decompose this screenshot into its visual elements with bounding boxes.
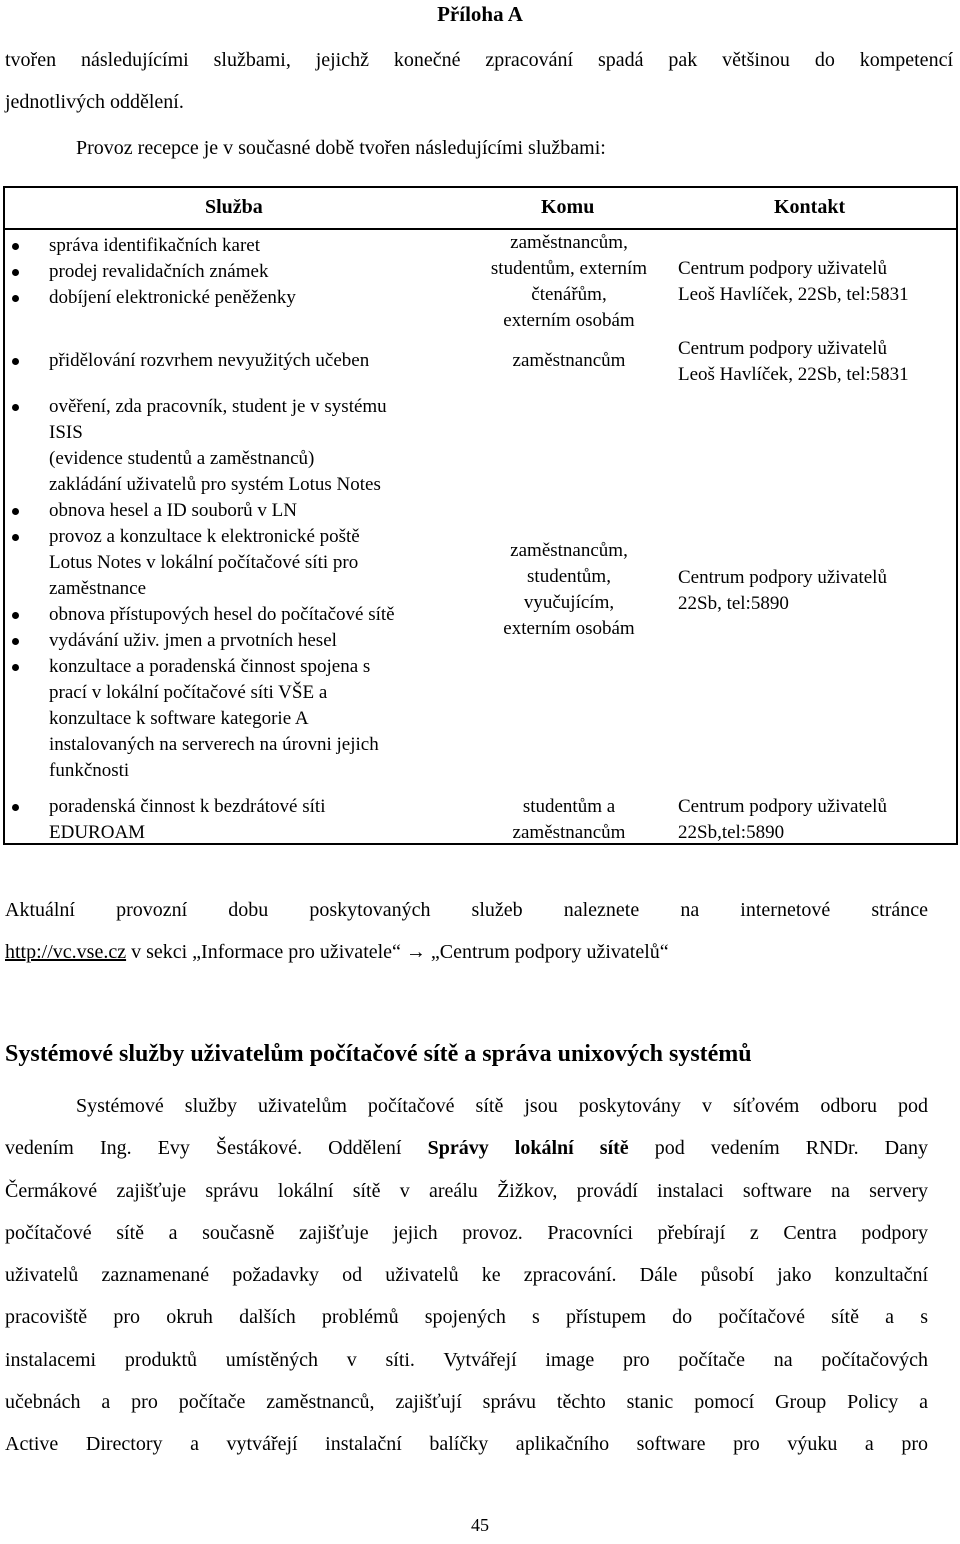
page-heading: Příloha A <box>437 2 523 26</box>
row-4-komu: studentům a zaměstnancům <box>512 796 626 843</box>
row-4-kontakt: Centrum podpory uživatelů 22Sb,tel:5890 <box>678 796 887 843</box>
header-kontakt: Kontakt <box>774 196 846 218</box>
list-item: konzultace a poradenská činnost spojena s prací v lokální počítačové síti VŠE a konzultace k software kategorie A instalovaných na serverech na úrovni jejich funkčnosti <box>5 654 475 784</box>
bullet-icon <box>12 358 19 365</box>
row-4-services <box>5 794 475 846</box>
list-item: prodej revalidačních známek <box>5 259 475 285</box>
row-1-services <box>5 233 475 311</box>
section-title: Systémové služby uživatelům počítačové sítě a správa unixových systémů <box>5 1041 752 1067</box>
bullet-icon <box>12 804 19 811</box>
services-table <box>3 186 958 845</box>
row-3-services <box>5 394 475 784</box>
row-1-kontakt: Centrum podpory uživatelů Leoš Havlíček, 22Sb, tel:5831 <box>678 258 909 305</box>
hours-paragraph <box>5 889 928 973</box>
list-item: obnova hesel a ID souborů v LN <box>5 498 475 524</box>
bullet-icon <box>12 243 19 250</box>
hours-line-2: http://vc.vse.cz v sekci „Informace pro uživatele“ → „Centrum podpory uživatelů“ <box>5 941 669 963</box>
section-body: Systémové služby uživatelům počítačové sítě jsou poskytovány v síťovém odboru pod vedením Ing. Evy Šestákové. Oddělení Správy lokální sítě pod vedením RNDr. Dany Čermákové zajišťuje správu lokální sítě v areálu Žižkov, provádí instalaci software na servery počítačové sítě a současně zajišťuje jejich provoz. Pracovníci přebírají z Centra podpory uživatelů zaznamenané požadavky od uživatelů ke zpracování. Dále působí jako konzultační pracoviště pro okruh dalších problémů spojených s přístupem do počítačové sítě a s instalacemi produktů umístěných v síti. Vytvářejí image pro počítače na počítačových učebnách a pro počítače zaměstnanců, zajišťují správu těchto stanic pomocí Group Policy a Active Directory a vytvářejí instalační balíčky aplikačního software pro výuku a pro <box>5 1095 928 1456</box>
row-2-services <box>5 348 475 374</box>
intro-line-1: tvořen následujícími službami, jejichž konečné zpracování spadá pak většinou do kompetencí <box>5 49 953 71</box>
list-item: vydávání uživ. jmen a prvotních hesel <box>5 628 475 654</box>
intro-line-2: jednotlivých oddělení. <box>5 91 184 113</box>
bullet-icon <box>12 638 19 645</box>
list-item: obnova přístupových hesel do počítačové sítě <box>5 602 475 628</box>
list-item: přidělování rozvrhem nevyužitých učeben <box>5 348 475 374</box>
bullet-icon <box>12 508 19 515</box>
row-3-komu: zaměstnancům, studentům, vyučujícím, externím osobám <box>503 540 635 639</box>
list-item: dobíjení elektronické peněženky <box>5 285 475 311</box>
vc-link[interactable]: http://vc.vse.cz <box>5 941 127 963</box>
row-2-kontakt: Centrum podpory uživatelů Leoš Havlíček, 22Sb, tel:5831 <box>678 338 909 385</box>
intro-lead: Provoz recepce je v současné době tvořen následujícími službami: <box>76 137 606 159</box>
row-3-kontakt: Centrum podpory uživatelů 22Sb, tel:5890 <box>678 567 887 614</box>
bullet-icon <box>12 404 19 411</box>
hours-line-1: Aktuální provozní dobu poskytovaných služeb naleznete na internetové stránce <box>5 899 928 921</box>
bullet-icon <box>12 295 19 302</box>
bullet-icon <box>12 269 19 276</box>
table-header <box>5 188 956 230</box>
row-1-komu: zaměstnancům, studentům, externím čtenářům, externím osobám <box>490 232 648 331</box>
bullet-icon <box>12 664 19 671</box>
list-item: ověření, zda pracovník, student je v systému ISIS (evidence studentů a zaměstnanců) zakládání uživatelů pro systém Lotus Notes <box>5 394 475 498</box>
header-komu: Komu <box>541 196 595 218</box>
list-item: provoz a konzultace k elektronické poště Lotus Notes v lokální počítačové síti pro zaměstnance <box>5 524 475 602</box>
list-item: poradenská činnost k bezdrátové síti EDUROAM <box>5 794 475 846</box>
page-number: 45 <box>471 1515 489 1535</box>
header-service: Služba <box>205 196 263 218</box>
bullet-icon <box>12 534 19 541</box>
bullet-icon <box>12 612 19 619</box>
list-item: správa identifikačních karet <box>5 233 475 259</box>
row-2-komu: zaměstnancům <box>512 350 626 371</box>
